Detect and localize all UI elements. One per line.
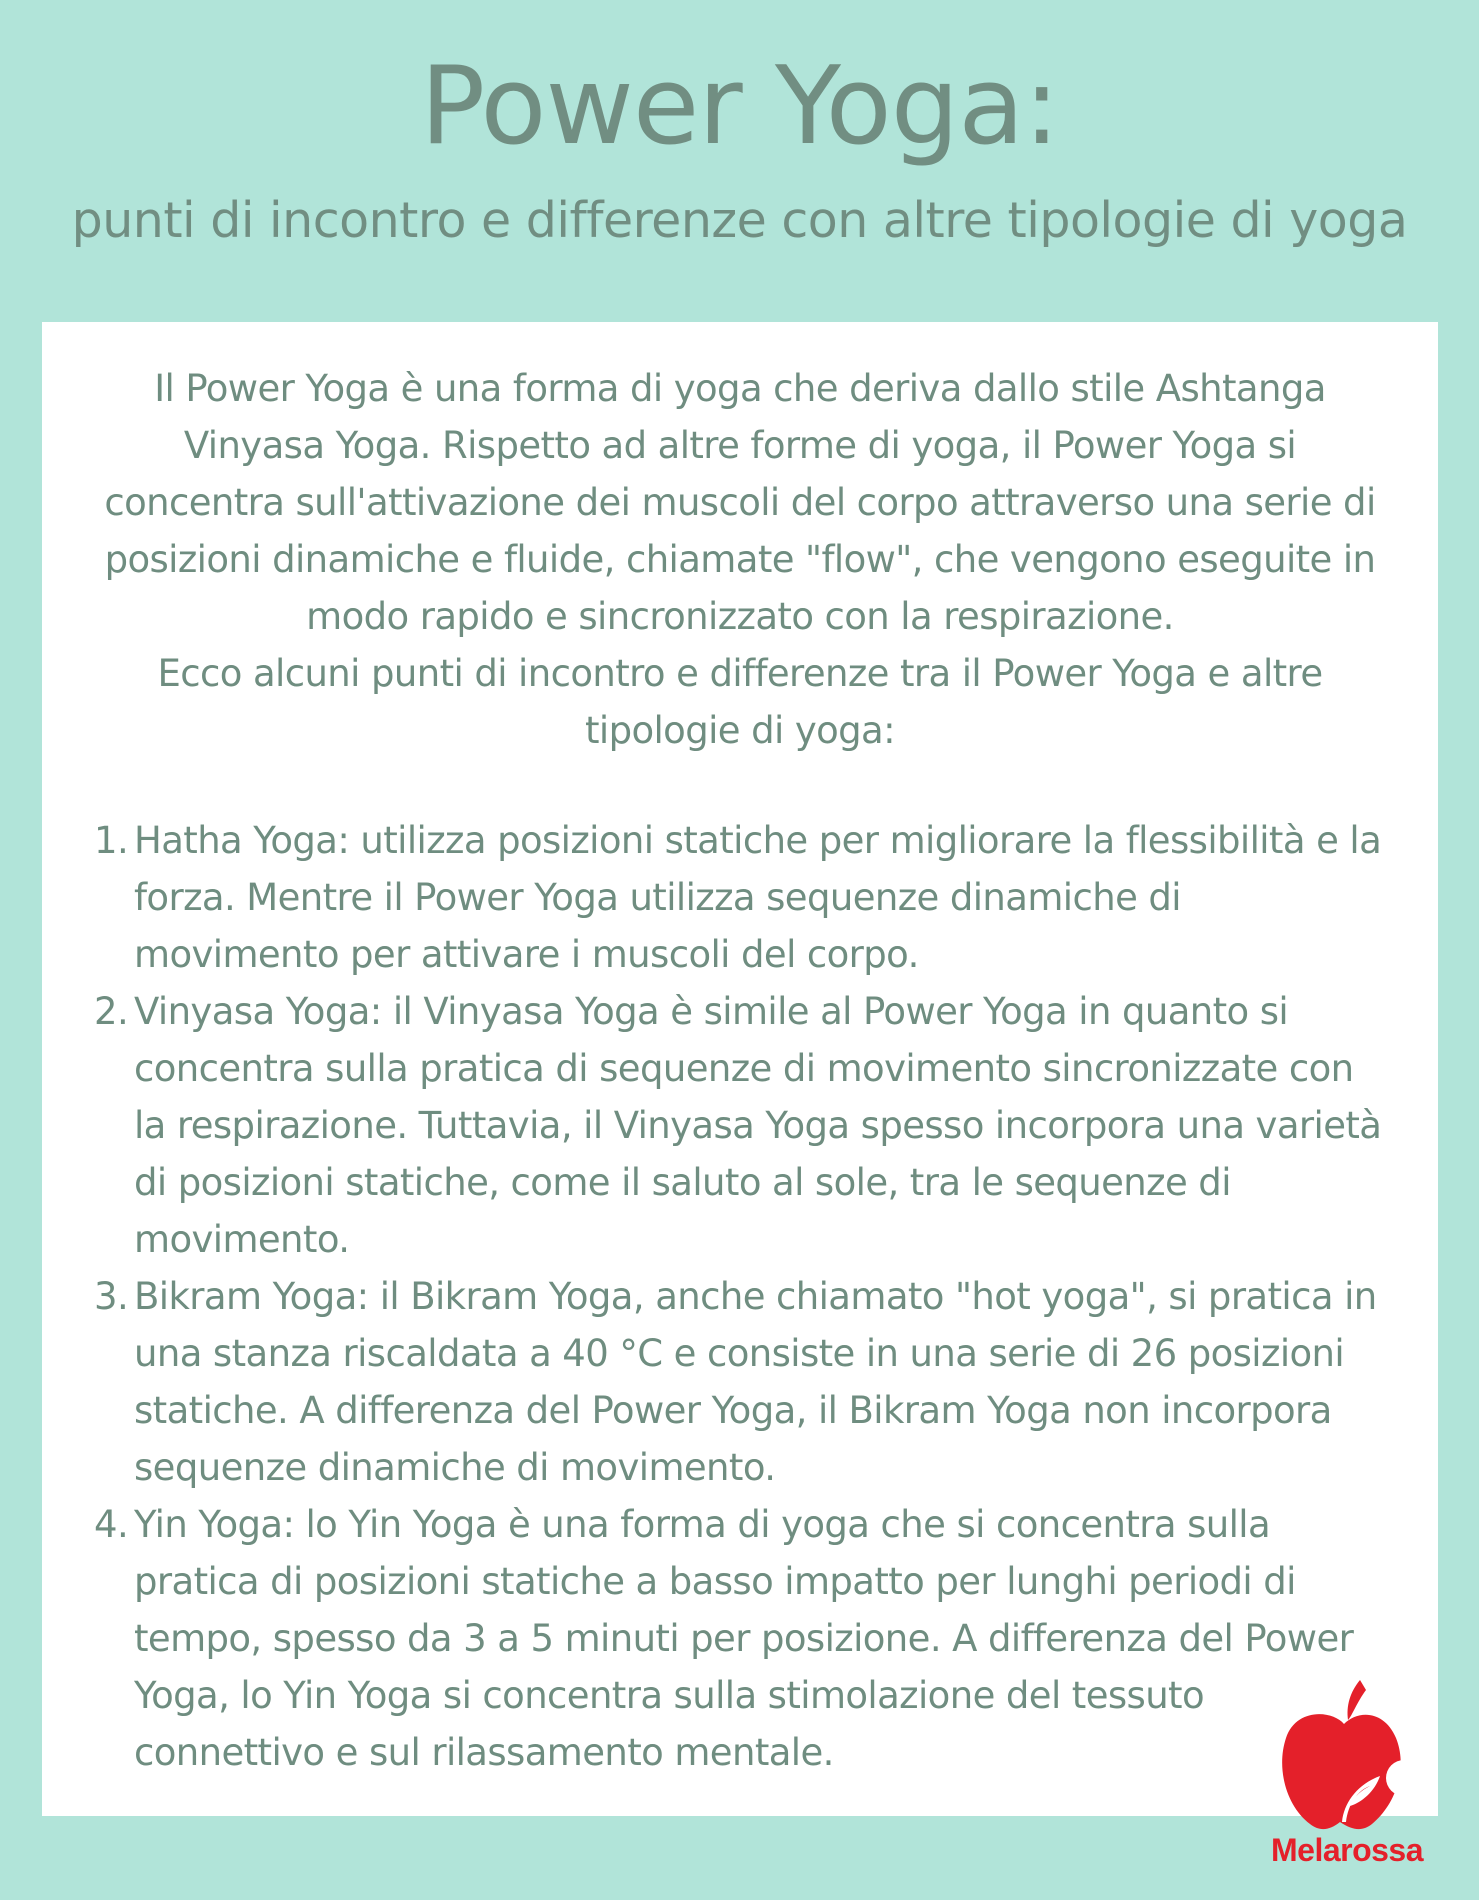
list-item-text: Bikram Yoga: il Bikram Yoga, anche chiamato "hot yoga", si pratica in una stanza riscaldata a 40 °C e consiste in una serie di 26 posizioni statiche. A differenza del Power Yoga, il Bikram Yoga non incorpora sequenze dinamiche di movimento. [134, 1275, 1377, 1489]
list-item [94, 1268, 1394, 1496]
list-item [94, 983, 1394, 1268]
list-item-text: Hatha Yoga: utilizza posizioni statiche per migliorare la flessibilità e la forza. Mentre il Power Yoga utilizza sequenze dinamiche di movimento per attivare i muscoli del corpo. [134, 819, 1382, 976]
list-item-text: Yin Yoga: lo Yin Yoga è una forma di yoga che si concentra sulla pratica di posizioni statiche a basso impatto per lunghi periodi di tempo, spesso da 3 a 5 minuti per posizione. A differenza del Power Yoga, lo Yin Yoga si concentra sulla stimolazione del tessuto connettivo e sul rilassamento mentale. [134, 1503, 1354, 1774]
brand-name: Melarossa [1270, 1832, 1424, 1868]
intro-paragraph: Il Power Yoga è una forma di yoga che deriva dallo stile Ashtanga Vinyasa Yoga. Rispetto ad altre forme di yoga, il Power Yoga si concentra sull'attivazione dei muscoli del corpo attraverso una serie di posizioni dinamiche e fluide, chiamate "flow", che vengono eseguite in modo rapido e sincronizzato con la respirazione. [104, 367, 1376, 638]
page-title: Power Yoga: [420, 44, 1059, 169]
yoga-comparison-list [94, 812, 1394, 1781]
content-card [42, 322, 1438, 1816]
list-item-number: 3. [94, 1275, 129, 1318]
list-item-number: 4. [94, 1503, 129, 1546]
intro-text [92, 360, 1388, 759]
list-item-text: Vinyasa Yoga: il Vinyasa Yoga è simile al Power Yoga in quanto si concentra sulla pratica di sequenze di movimento sincronizzate con la respirazione. Tuttavia, il Vinyasa Yoga spesso incorpora una varietà di posizioni statiche, come il saluto al sole, tra le sequenze di movimento. [134, 990, 1382, 1261]
list-item-number: 2. [94, 990, 129, 1033]
intro-lead: Ecco alcuni punti di incontro e differenze tra il Power Yoga e altre tipologie di yoga: [157, 652, 1323, 752]
list-item-number: 1. [94, 819, 129, 862]
page-subtitle: punti di incontro e differenze con altre tipologie di yoga [71, 192, 1408, 249]
list-item [94, 1496, 1394, 1781]
list-item [94, 812, 1394, 983]
